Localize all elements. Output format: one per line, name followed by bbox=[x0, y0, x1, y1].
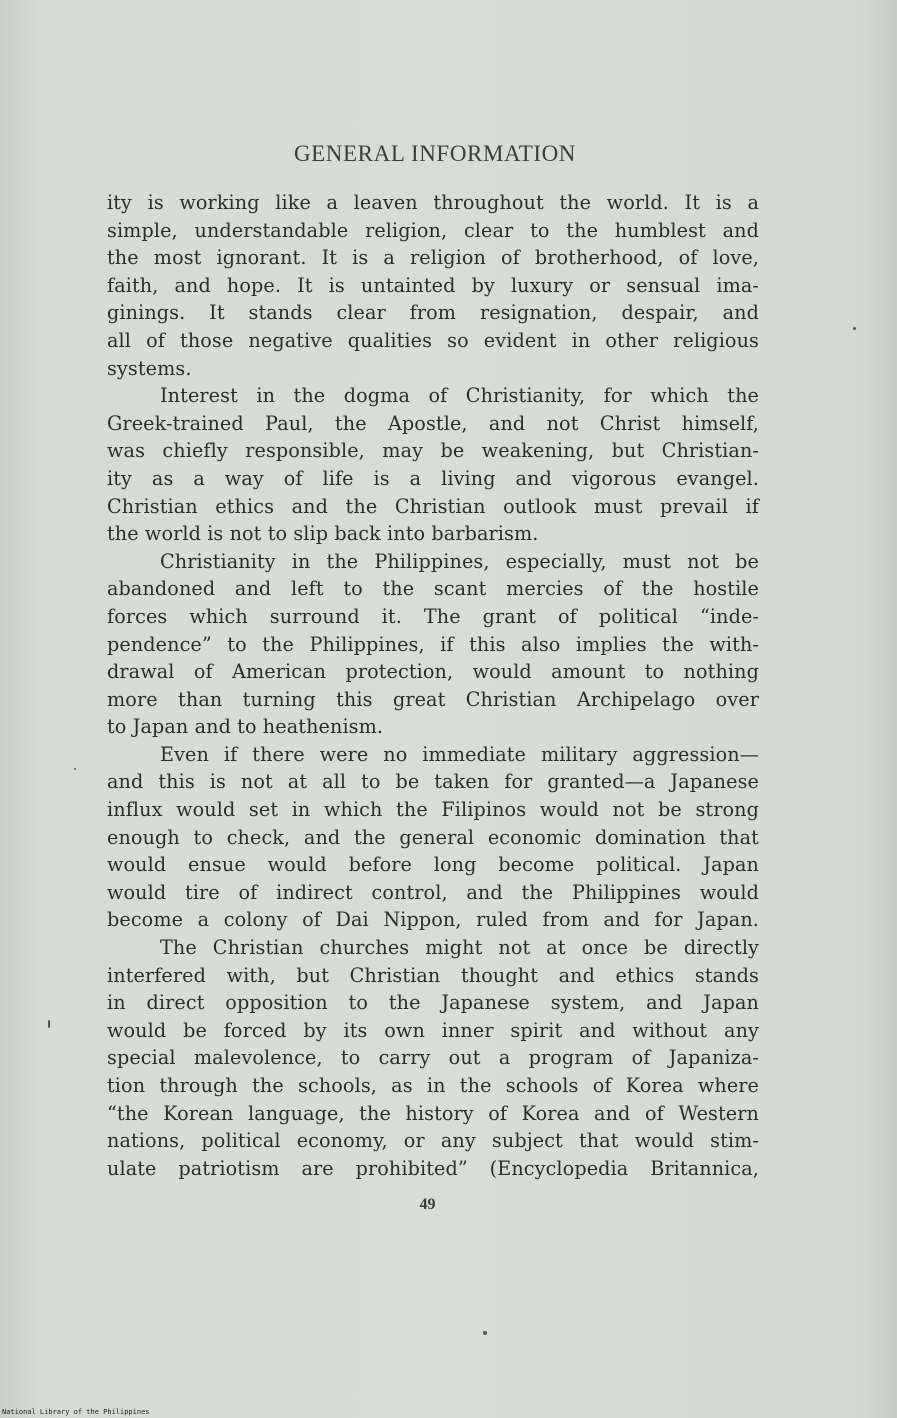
text-line: all of those negative qualities so evident in other religious bbox=[107, 328, 759, 352]
paper-speck bbox=[74, 768, 76, 770]
text-line: would be forced by its own inner spirit and without any bbox=[107, 1018, 759, 1042]
text-line: Christian ethics and the Christian outlook must prevail if bbox=[107, 494, 759, 518]
body-text bbox=[107, 189, 759, 1182]
text-line: was chiefly responsible, may be weakening, but Christian- bbox=[107, 439, 759, 463]
paragraph-first-line: Even if there were no immediate military aggression— bbox=[160, 742, 759, 766]
paper-speck bbox=[853, 327, 856, 330]
paper-speck bbox=[483, 1331, 487, 1335]
text-line: systems. bbox=[107, 356, 192, 380]
text-line: ity is working like a leaven throughout the world. It is a bbox=[107, 191, 759, 214]
text-line: pendence” to the Philippines, if this also implies the with- bbox=[107, 632, 759, 656]
text-line: ulate patriotism are prohibited” (Encyclopedia Britannica, bbox=[107, 1156, 759, 1180]
paragraph-first-line: Interest in the dogma of Christianity, for which the bbox=[160, 384, 759, 408]
text-line: tion through the schools, as in the schools of Korea where bbox=[107, 1074, 759, 1097]
text-line: interfered with, but Christian thought and ethics stands bbox=[107, 963, 759, 987]
text-line: forces which surround it. The grant of political “inde- bbox=[107, 604, 759, 628]
text-line: ginings. It stands clear from resignation, despair, and bbox=[107, 301, 759, 325]
paragraph-first-line: The Christian churches might not at once be directly bbox=[160, 936, 759, 960]
text-line: in direct opposition to the Japanese system, and Japan bbox=[107, 991, 759, 1015]
text-line: would ensue would before long become political. Japan bbox=[107, 853, 759, 877]
text-line: enough to check, and the general economic domination that bbox=[107, 825, 759, 849]
text-line: become a colony of Dai Nippon, ruled from and for Japan. bbox=[107, 908, 759, 932]
text-line: would tire of indirect control, and the Philippines would bbox=[107, 880, 759, 904]
footer-credit: National Library of the Philippines bbox=[2, 1408, 150, 1416]
paragraph-first-line: Christianity in the Philippines, especially, must not be bbox=[160, 549, 759, 573]
text-line: abandoned and left to the scant mercies of the hostile bbox=[107, 577, 759, 601]
text-line: special malevolence, to carry out a program of Japaniza- bbox=[107, 1046, 759, 1070]
text-line: faith, and hope. It is untainted by luxury or sensual ima- bbox=[107, 273, 759, 297]
text-line: ity as a way of life is a living and vigorous evangel. bbox=[107, 466, 759, 490]
text-line: nations, political economy, or any subject that would stim- bbox=[107, 1129, 759, 1153]
text-line: to Japan and to heathenism. bbox=[107, 715, 384, 739]
page-number: 49 bbox=[419, 1196, 436, 1213]
text-line: more than turning this great Christian Archipelago over bbox=[107, 687, 759, 711]
running-head: GENERAL INFORMATION bbox=[293, 141, 577, 166]
paper-speck bbox=[48, 1020, 50, 1028]
text-line: Greek-trained Paul, the Apostle, and not Christ himself, bbox=[107, 411, 759, 435]
text-line: simple, understandable religion, clear to the humblest and bbox=[107, 218, 759, 242]
text-line: “the Korean language, the history of Korea and of Western bbox=[107, 1101, 759, 1125]
text-line: and this is not at all to be taken for granted—a Japanese bbox=[107, 770, 759, 794]
text-line: the most ignorant. It is a religion of brotherhood, of love, bbox=[107, 246, 759, 270]
text-line: influx would set in which the Filipinos would not be strong bbox=[107, 798, 759, 822]
text-line: drawal of American protection, would amount to nothing bbox=[107, 660, 759, 684]
text-line: the world is not to slip back into barbarism. bbox=[107, 522, 539, 546]
